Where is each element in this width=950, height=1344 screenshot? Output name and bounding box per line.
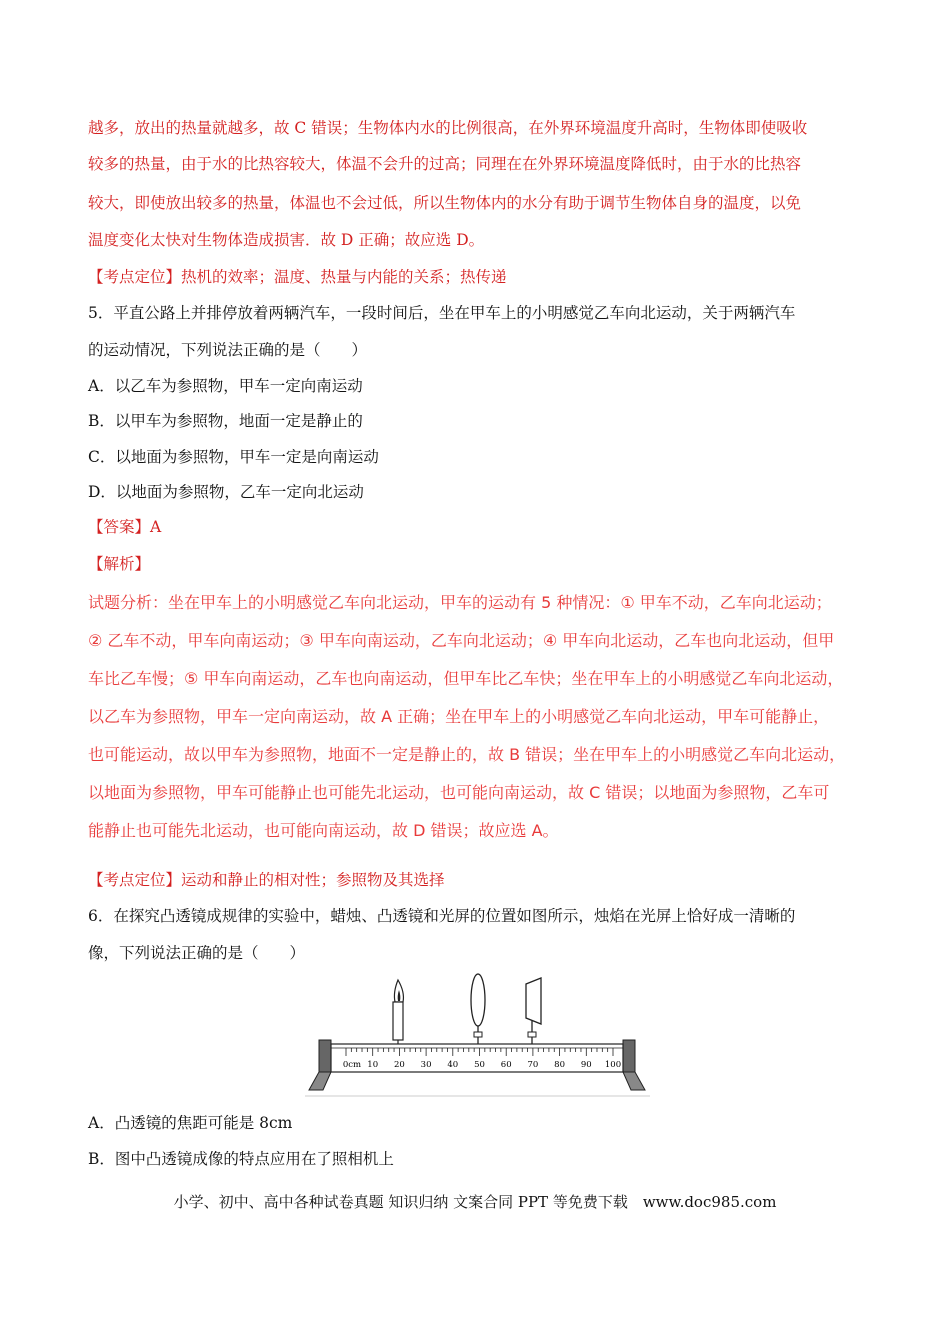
ruler-label: 50 — [474, 1060, 485, 1070]
question-6-stem: 像，下列说法正确的是（ ） — [88, 944, 306, 962]
analysis-line: 以乙车为参照物，甲车一定向南运动，故 A 正确；坐在甲车上的小明感觉乙车向北运动，甲车可能静止， — [88, 707, 830, 726]
option-b: B．图中凸透镜成像的特点应用在了照相机上 — [88, 1150, 394, 1168]
analysis-line: 也可能运动，故以甲车为参照物，地面不一定是静止的，故 B 错误；坐在甲车上的小明感觉乙车向北运动， — [88, 745, 846, 764]
analysis-line: 能静止也可能先北运动，也可能向南运动，故 D 错误；故应选 A。 — [88, 821, 559, 840]
option-a: A．凸透镜的焦距可能是 8cm — [88, 1114, 293, 1132]
ruler-label: 100 — [604, 1060, 622, 1070]
convex-lens-icon — [471, 974, 485, 1046]
analysis-line: 试题分析：坐在甲车上的小明感觉乙车向北运动，甲车的运动有 5 种情况：① 甲车不动，乙车向北运动； — [88, 593, 832, 612]
optical-bench-diagram — [305, 966, 650, 1098]
prev-explanation-line: 较大，即使放出较多的热量，体温也不会过低，所以生物体内的水分有助于调节生物体自身的温度，以免 — [88, 194, 802, 212]
option-d: D．以地面为参照物，乙车一定向北运动 — [88, 483, 364, 501]
kaodian-label: 【考点定位】热机的效率；温度、热量与内能的关系；热传递 — [88, 268, 507, 286]
analysis-line: ② 乙车不动，甲车向南运动；③ 甲车向南运动，乙车向北运动；④ 甲车向北运动，乙车也向北运动，但甲 — [88, 631, 835, 650]
prev-explanation-line: 温度变化太快对生物体造成损害．故 D 正确；故应选 D。 — [88, 231, 485, 249]
option-b: B．以甲车为参照物，地面一定是静止的 — [88, 412, 363, 430]
ruler-label: 30 — [420, 1060, 432, 1070]
prev-explanation-line: 较多的热量，由于水的比热容较大，体温不会升的过高；同理在在外界环境温度降低时，由于水的比热容 — [88, 155, 802, 173]
analysis-line: 以地面为参照物，甲车可能静止也可能先北运动，也可能向南运动，故 C 错误；以地面为参照物，乙车可 — [88, 783, 830, 802]
option-a: A．以乙车为参照物，甲车一定向南运动 — [88, 377, 363, 395]
optical-bench-figure — [305, 966, 650, 1102]
analysis-label: 【解析】 — [88, 555, 151, 573]
analysis-line: 车比乙车慢；⑤ 甲车向南运动，乙车也向南运动，但甲车比乙车快；坐在甲车上的小明感觉乙车向北运动， — [88, 669, 844, 688]
question-5-stem: 的运动情况，下列说法正确的是（ ） — [88, 341, 368, 359]
kaodian-label: 【考点定位】运动和静止的相对性；参照物及其选择 — [88, 871, 445, 889]
ruler-label: 10 — [367, 1060, 379, 1070]
ruler-label: 40 — [447, 1060, 459, 1070]
light-screen-icon — [526, 978, 541, 1046]
page-footer: 小学、初中、高中各种试卷真题 知识归纳 文案合同 PPT 等免费下载 www.doc985.com — [173, 1193, 777, 1211]
question-6-stem: 6．在探究凸透镜成规律的实验中，蜡烛、凸透镜和光屏的位置如图所示，烛焰在光屏上恰好成一清晰的 — [88, 907, 796, 925]
ruler-label: 60 — [500, 1060, 512, 1070]
question-5-stem: 5．平直公路上并排停放着两辆汽车，一段时间后，坐在甲车上的小明感觉乙车向北运动，关于两辆汽车 — [88, 304, 796, 322]
ruler-label: 20 — [393, 1060, 405, 1070]
option-c: C．以地面为参照物，甲车一定是向南运动 — [88, 448, 379, 466]
ruler-label: 0cm — [342, 1060, 362, 1070]
answer-label: 【答案】A — [88, 518, 162, 536]
candle-icon — [393, 980, 403, 1046]
ruler-label: 80 — [554, 1060, 566, 1070]
ruler-label: 90 — [580, 1060, 592, 1070]
ruler-label: 70 — [527, 1060, 539, 1070]
prev-explanation-line: 越多，放出的热量就越多，故 C 错误；生物体内水的比例很高，在外界环境温度升高时，生物体即使吸收 — [88, 119, 808, 137]
